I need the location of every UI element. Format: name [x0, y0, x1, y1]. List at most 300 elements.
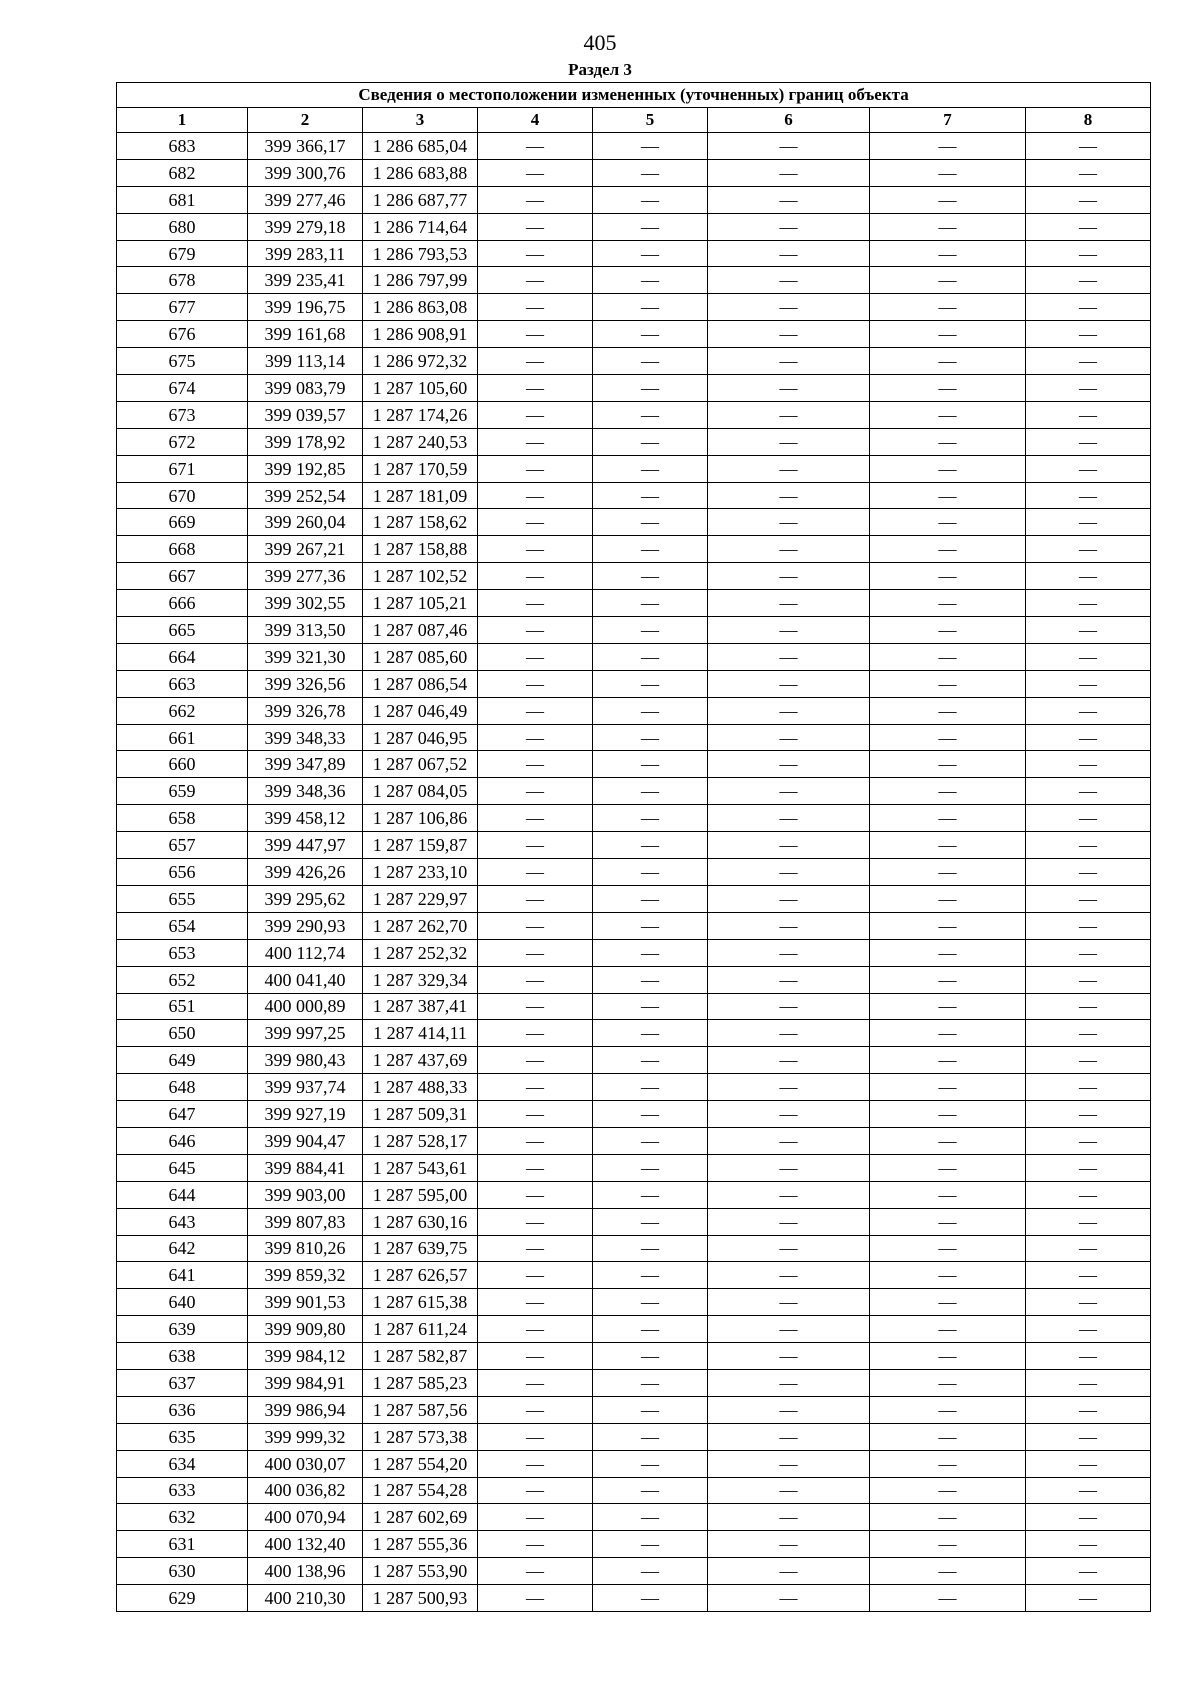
y-coordinate-cell: 1 287 181,09 — [363, 482, 478, 509]
x-coordinate-cell: 400 112,74 — [248, 939, 363, 966]
empty-value-cell: — — [593, 1074, 708, 1101]
empty-value-cell: — — [1026, 159, 1151, 186]
empty-value-cell: — — [708, 482, 870, 509]
empty-value-cell: — — [870, 186, 1026, 213]
empty-value-cell: — — [478, 1531, 593, 1558]
empty-value-cell: — — [478, 1127, 593, 1154]
point-number-cell: 635 — [117, 1423, 248, 1450]
point-number-cell: 678 — [117, 267, 248, 294]
table-row — [117, 1101, 1151, 1128]
column-number-3: 3 — [363, 108, 478, 133]
point-number-cell: 668 — [117, 536, 248, 563]
point-number-cell: 680 — [117, 213, 248, 240]
empty-value-cell: — — [593, 1127, 708, 1154]
empty-value-cell: — — [593, 1423, 708, 1450]
x-coordinate-cell: 399 999,32 — [248, 1423, 363, 1450]
table-row — [117, 1504, 1151, 1531]
empty-value-cell: — — [870, 912, 1026, 939]
empty-value-cell: — — [593, 1101, 708, 1128]
y-coordinate-cell: 1 287 085,60 — [363, 643, 478, 670]
empty-value-cell: — — [708, 375, 870, 402]
empty-value-cell: — — [593, 832, 708, 859]
empty-value-cell: — — [708, 133, 870, 160]
empty-value-cell: — — [478, 186, 593, 213]
x-coordinate-cell: 399 984,12 — [248, 1343, 363, 1370]
empty-value-cell: — — [593, 1235, 708, 1262]
empty-value-cell: — — [478, 1450, 593, 1477]
empty-value-cell: — — [708, 213, 870, 240]
empty-value-cell: — — [708, 240, 870, 267]
empty-value-cell: — — [478, 1262, 593, 1289]
empty-value-cell: — — [478, 563, 593, 590]
empty-value-cell: — — [708, 1477, 870, 1504]
empty-value-cell: — — [708, 267, 870, 294]
empty-value-cell: — — [708, 1020, 870, 1047]
table-row — [117, 1181, 1151, 1208]
point-number-cell: 658 — [117, 805, 248, 832]
y-coordinate-cell: 1 287 067,52 — [363, 751, 478, 778]
y-coordinate-cell: 1 287 639,75 — [363, 1235, 478, 1262]
empty-value-cell: — — [708, 590, 870, 617]
empty-value-cell: — — [870, 348, 1026, 375]
table-row — [117, 805, 1151, 832]
empty-value-cell: — — [478, 885, 593, 912]
point-number-cell: 634 — [117, 1450, 248, 1477]
empty-value-cell: — — [708, 563, 870, 590]
empty-value-cell: — — [708, 455, 870, 482]
empty-value-cell: — — [870, 1289, 1026, 1316]
empty-value-cell: — — [1026, 1020, 1151, 1047]
x-coordinate-cell: 399 235,41 — [248, 267, 363, 294]
empty-value-cell: — — [593, 1262, 708, 1289]
empty-value-cell: — — [870, 1262, 1026, 1289]
x-coordinate-cell: 399 447,97 — [248, 832, 363, 859]
empty-value-cell: — — [593, 1343, 708, 1370]
empty-value-cell: — — [708, 1504, 870, 1531]
table-row — [117, 294, 1151, 321]
point-number-cell: 640 — [117, 1289, 248, 1316]
empty-value-cell: — — [593, 1181, 708, 1208]
empty-value-cell: — — [593, 939, 708, 966]
point-number-cell: 659 — [117, 778, 248, 805]
column-number-1: 1 — [117, 108, 248, 133]
table-row — [117, 939, 1151, 966]
coordinates-table — [116, 82, 1151, 1612]
point-number-cell: 673 — [117, 401, 248, 428]
empty-value-cell: — — [593, 697, 708, 724]
empty-value-cell: — — [708, 1101, 870, 1128]
table-row — [117, 670, 1151, 697]
empty-value-cell: — — [478, 240, 593, 267]
table-row — [117, 213, 1151, 240]
empty-value-cell: — — [870, 643, 1026, 670]
x-coordinate-cell: 399 192,85 — [248, 455, 363, 482]
table-row — [117, 1477, 1151, 1504]
empty-value-cell: — — [1026, 1262, 1151, 1289]
empty-value-cell: — — [478, 590, 593, 617]
empty-value-cell: — — [708, 1154, 870, 1181]
y-coordinate-cell: 1 286 863,08 — [363, 294, 478, 321]
empty-value-cell: — — [593, 1585, 708, 1612]
empty-value-cell: — — [870, 1585, 1026, 1612]
point-number-cell: 676 — [117, 321, 248, 348]
x-coordinate-cell: 399 283,11 — [248, 240, 363, 267]
empty-value-cell: — — [870, 1369, 1026, 1396]
empty-value-cell: — — [870, 1127, 1026, 1154]
empty-value-cell: — — [1026, 294, 1151, 321]
x-coordinate-cell: 399 986,94 — [248, 1396, 363, 1423]
y-coordinate-cell: 1 287 240,53 — [363, 428, 478, 455]
table-row — [117, 482, 1151, 509]
empty-value-cell: — — [1026, 536, 1151, 563]
point-number-cell: 672 — [117, 428, 248, 455]
empty-value-cell: — — [870, 1531, 1026, 1558]
empty-value-cell: — — [870, 1154, 1026, 1181]
empty-value-cell: — — [708, 1262, 870, 1289]
empty-value-cell: — — [708, 1450, 870, 1477]
empty-value-cell: — — [478, 321, 593, 348]
table-row — [117, 186, 1151, 213]
y-coordinate-cell: 1 287 553,90 — [363, 1558, 478, 1585]
empty-value-cell: — — [478, 1181, 593, 1208]
table-caption: Сведения о местоположении измененных (уточненных) границ объекта — [117, 83, 1151, 108]
x-coordinate-cell: 399 039,57 — [248, 401, 363, 428]
empty-value-cell: — — [870, 724, 1026, 751]
empty-value-cell: — — [1026, 1558, 1151, 1585]
empty-value-cell: — — [593, 1558, 708, 1585]
empty-value-cell: — — [870, 778, 1026, 805]
point-number-cell: 630 — [117, 1558, 248, 1585]
empty-value-cell: — — [1026, 1154, 1151, 1181]
empty-value-cell: — — [1026, 1235, 1151, 1262]
point-number-cell: 647 — [117, 1101, 248, 1128]
table-row — [117, 455, 1151, 482]
empty-value-cell: — — [870, 832, 1026, 859]
empty-value-cell: — — [708, 859, 870, 886]
x-coordinate-cell: 399 267,21 — [248, 536, 363, 563]
x-coordinate-cell: 399 326,78 — [248, 697, 363, 724]
y-coordinate-cell: 1 286 972,32 — [363, 348, 478, 375]
empty-value-cell: — — [593, 455, 708, 482]
y-coordinate-cell: 1 287 106,86 — [363, 805, 478, 832]
empty-value-cell: — — [870, 401, 1026, 428]
empty-value-cell: — — [708, 805, 870, 832]
empty-value-cell: — — [478, 1423, 593, 1450]
empty-value-cell: — — [478, 428, 593, 455]
x-coordinate-cell: 399 290,93 — [248, 912, 363, 939]
empty-value-cell: — — [478, 1316, 593, 1343]
y-coordinate-cell: 1 287 626,57 — [363, 1262, 478, 1289]
table-row — [117, 240, 1151, 267]
empty-value-cell: — — [1026, 1289, 1151, 1316]
point-number-cell: 646 — [117, 1127, 248, 1154]
empty-value-cell: — — [593, 1208, 708, 1235]
point-number-cell: 682 — [117, 159, 248, 186]
empty-value-cell: — — [708, 401, 870, 428]
empty-value-cell: — — [478, 1235, 593, 1262]
empty-value-cell: — — [478, 1020, 593, 1047]
empty-value-cell: — — [708, 939, 870, 966]
y-coordinate-cell: 1 287 414,11 — [363, 1020, 478, 1047]
y-coordinate-cell: 1 286 908,91 — [363, 321, 478, 348]
empty-value-cell: — — [478, 939, 593, 966]
point-number-cell: 648 — [117, 1074, 248, 1101]
table-row — [117, 832, 1151, 859]
empty-value-cell: — — [478, 1343, 593, 1370]
x-coordinate-cell: 399 810,26 — [248, 1235, 363, 1262]
empty-value-cell: — — [593, 670, 708, 697]
table-row — [117, 1450, 1151, 1477]
empty-value-cell: — — [593, 643, 708, 670]
empty-value-cell: — — [870, 1423, 1026, 1450]
x-coordinate-cell: 400 070,94 — [248, 1504, 363, 1531]
y-coordinate-cell: 1 286 793,53 — [363, 240, 478, 267]
empty-value-cell: — — [708, 1181, 870, 1208]
empty-value-cell: — — [1026, 751, 1151, 778]
empty-value-cell: — — [593, 1020, 708, 1047]
point-number-cell: 665 — [117, 617, 248, 644]
empty-value-cell: — — [1026, 186, 1151, 213]
empty-value-cell: — — [593, 751, 708, 778]
table-row — [117, 563, 1151, 590]
table-row — [117, 724, 1151, 751]
table-row — [117, 590, 1151, 617]
point-number-cell: 671 — [117, 455, 248, 482]
empty-value-cell: — — [593, 993, 708, 1020]
table-row — [117, 1262, 1151, 1289]
x-coordinate-cell: 399 161,68 — [248, 321, 363, 348]
y-coordinate-cell: 1 287 543,61 — [363, 1154, 478, 1181]
empty-value-cell: — — [870, 1504, 1026, 1531]
empty-value-cell: — — [1026, 1477, 1151, 1504]
empty-value-cell: — — [870, 993, 1026, 1020]
empty-value-cell: — — [870, 536, 1026, 563]
x-coordinate-cell: 400 036,82 — [248, 1477, 363, 1504]
point-number-cell: 667 — [117, 563, 248, 590]
empty-value-cell: — — [1026, 133, 1151, 160]
empty-value-cell: — — [593, 1531, 708, 1558]
x-coordinate-cell: 400 138,96 — [248, 1558, 363, 1585]
empty-value-cell: — — [478, 1558, 593, 1585]
empty-value-cell: — — [708, 751, 870, 778]
table-row — [117, 1289, 1151, 1316]
empty-value-cell: — — [1026, 267, 1151, 294]
empty-value-cell: — — [478, 643, 593, 670]
empty-value-cell: — — [478, 267, 593, 294]
empty-value-cell: — — [1026, 590, 1151, 617]
empty-value-cell: — — [478, 375, 593, 402]
empty-value-cell: — — [708, 778, 870, 805]
empty-value-cell: — — [593, 375, 708, 402]
empty-value-cell: — — [708, 617, 870, 644]
empty-value-cell: — — [870, 617, 1026, 644]
empty-value-cell: — — [708, 966, 870, 993]
table-body — [117, 133, 1151, 1612]
point-number-cell: 629 — [117, 1585, 248, 1612]
empty-value-cell: — — [593, 159, 708, 186]
empty-value-cell: — — [593, 1450, 708, 1477]
empty-value-cell: — — [870, 133, 1026, 160]
empty-value-cell: — — [478, 859, 593, 886]
empty-value-cell: — — [478, 1369, 593, 1396]
empty-value-cell: — — [870, 455, 1026, 482]
column-number-6: 6 — [708, 108, 870, 133]
empty-value-cell: — — [593, 1504, 708, 1531]
y-coordinate-cell: 1 287 159,87 — [363, 832, 478, 859]
empty-value-cell: — — [1026, 509, 1151, 536]
empty-value-cell: — — [1026, 1101, 1151, 1128]
x-coordinate-cell: 400 132,40 — [248, 1531, 363, 1558]
y-coordinate-cell: 1 287 611,24 — [363, 1316, 478, 1343]
empty-value-cell: — — [593, 1477, 708, 1504]
x-coordinate-cell: 399 279,18 — [248, 213, 363, 240]
empty-value-cell: — — [593, 1289, 708, 1316]
point-number-cell: 631 — [117, 1531, 248, 1558]
x-coordinate-cell: 400 210,30 — [248, 1585, 363, 1612]
empty-value-cell: — — [1026, 832, 1151, 859]
empty-value-cell: — — [870, 966, 1026, 993]
y-coordinate-cell: 1 287 105,60 — [363, 375, 478, 402]
empty-value-cell: — — [870, 375, 1026, 402]
table-row — [117, 1020, 1151, 1047]
table-row — [117, 697, 1151, 724]
y-coordinate-cell: 1 287 158,62 — [363, 509, 478, 536]
point-number-cell: 654 — [117, 912, 248, 939]
empty-value-cell: — — [708, 912, 870, 939]
empty-value-cell: — — [1026, 348, 1151, 375]
table-row — [117, 321, 1151, 348]
x-coordinate-cell: 400 000,89 — [248, 993, 363, 1020]
empty-value-cell: — — [1026, 1504, 1151, 1531]
empty-value-cell: — — [1026, 1369, 1151, 1396]
empty-value-cell: — — [593, 213, 708, 240]
empty-value-cell: — — [593, 186, 708, 213]
empty-value-cell: — — [1026, 1127, 1151, 1154]
empty-value-cell: — — [1026, 966, 1151, 993]
empty-value-cell: — — [478, 1477, 593, 1504]
empty-value-cell: — — [870, 1396, 1026, 1423]
empty-value-cell: — — [593, 1396, 708, 1423]
point-number-cell: 639 — [117, 1316, 248, 1343]
x-coordinate-cell: 399 927,19 — [248, 1101, 363, 1128]
x-coordinate-cell: 399 348,33 — [248, 724, 363, 751]
y-coordinate-cell: 1 287 630,16 — [363, 1208, 478, 1235]
empty-value-cell: — — [593, 267, 708, 294]
empty-value-cell: — — [593, 563, 708, 590]
empty-value-cell: — — [870, 859, 1026, 886]
empty-value-cell: — — [870, 1047, 1026, 1074]
empty-value-cell: — — [1026, 1074, 1151, 1101]
table-row — [117, 1127, 1151, 1154]
x-coordinate-cell: 399 366,17 — [248, 133, 363, 160]
column-number-7: 7 — [870, 108, 1026, 133]
empty-value-cell: — — [478, 1101, 593, 1128]
empty-value-cell: — — [1026, 1316, 1151, 1343]
x-coordinate-cell: 399 980,43 — [248, 1047, 363, 1074]
empty-value-cell: — — [1026, 724, 1151, 751]
empty-value-cell: — — [870, 1343, 1026, 1370]
table-row — [117, 536, 1151, 563]
point-number-cell: 670 — [117, 482, 248, 509]
table-row — [117, 643, 1151, 670]
empty-value-cell: — — [1026, 1208, 1151, 1235]
y-coordinate-cell: 1 287 573,38 — [363, 1423, 478, 1450]
empty-value-cell: — — [478, 455, 593, 482]
table-row — [117, 159, 1151, 186]
table-row — [117, 1154, 1151, 1181]
table-row — [117, 859, 1151, 886]
empty-value-cell: — — [478, 1154, 593, 1181]
y-coordinate-cell: 1 286 714,64 — [363, 213, 478, 240]
empty-value-cell: — — [593, 724, 708, 751]
empty-value-cell: — — [708, 186, 870, 213]
y-coordinate-cell: 1 287 602,69 — [363, 1504, 478, 1531]
empty-value-cell: — — [708, 1343, 870, 1370]
empty-value-cell: — — [870, 294, 1026, 321]
empty-value-cell: — — [478, 1396, 593, 1423]
table-row — [117, 1396, 1151, 1423]
empty-value-cell: — — [708, 321, 870, 348]
table-row — [117, 966, 1151, 993]
x-coordinate-cell: 399 178,92 — [248, 428, 363, 455]
empty-value-cell: — — [478, 133, 593, 160]
empty-value-cell: — — [478, 509, 593, 536]
table-row — [117, 1343, 1151, 1370]
empty-value-cell: — — [708, 536, 870, 563]
empty-value-cell: — — [870, 1235, 1026, 1262]
point-number-cell: 663 — [117, 670, 248, 697]
table-row — [117, 1558, 1151, 1585]
empty-value-cell: — — [593, 133, 708, 160]
empty-value-cell: — — [870, 1020, 1026, 1047]
table-row — [117, 1208, 1151, 1235]
empty-value-cell: — — [478, 348, 593, 375]
y-coordinate-cell: 1 287 233,10 — [363, 859, 478, 886]
empty-value-cell: — — [870, 1450, 1026, 1477]
empty-value-cell: — — [708, 724, 870, 751]
point-number-cell: 666 — [117, 590, 248, 617]
empty-value-cell: — — [478, 536, 593, 563]
empty-value-cell: — — [1026, 428, 1151, 455]
table-row — [117, 1531, 1151, 1558]
empty-value-cell: — — [1026, 1423, 1151, 1450]
table-row — [117, 751, 1151, 778]
point-number-cell: 649 — [117, 1047, 248, 1074]
empty-value-cell: — — [593, 805, 708, 832]
empty-value-cell: — — [1026, 455, 1151, 482]
empty-value-cell: — — [1026, 401, 1151, 428]
y-coordinate-cell: 1 287 509,31 — [363, 1101, 478, 1128]
empty-value-cell: — — [1026, 563, 1151, 590]
y-coordinate-cell: 1 287 554,20 — [363, 1450, 478, 1477]
point-number-cell: 675 — [117, 348, 248, 375]
point-number-cell: 656 — [117, 859, 248, 886]
x-coordinate-cell: 399 901,53 — [248, 1289, 363, 1316]
table-caption-row — [117, 83, 1151, 108]
x-coordinate-cell: 399 196,75 — [248, 294, 363, 321]
empty-value-cell: — — [478, 993, 593, 1020]
empty-value-cell: — — [870, 939, 1026, 966]
x-coordinate-cell: 399 859,32 — [248, 1262, 363, 1289]
empty-value-cell: — — [708, 1585, 870, 1612]
empty-value-cell: — — [478, 670, 593, 697]
empty-value-cell: — — [870, 240, 1026, 267]
y-coordinate-cell: 1 287 615,38 — [363, 1289, 478, 1316]
empty-value-cell: — — [593, 294, 708, 321]
empty-value-cell: — — [870, 805, 1026, 832]
column-number-2: 2 — [248, 108, 363, 133]
table-row — [117, 1423, 1151, 1450]
